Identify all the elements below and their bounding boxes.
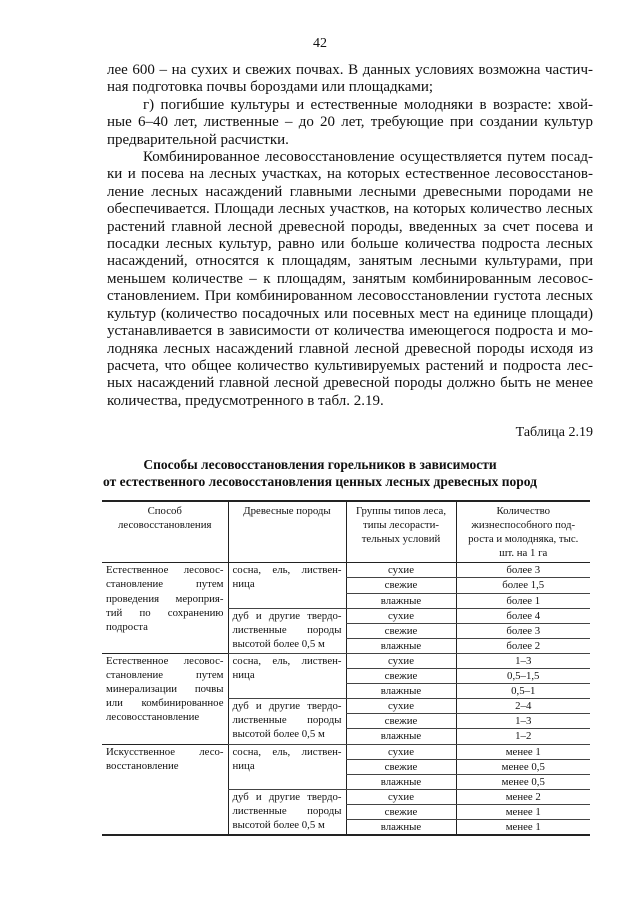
table-title [0,456,640,490]
quantity-cell: более 3 [456,623,590,638]
table-row [102,653,590,668]
text-line: насаждений, относятся к площадям, занятым лесными культурами, при [107,253,593,270]
text-line: ная подготовка почвы бороздами или площадками; [107,79,434,96]
quantity-cell: 2–4 [456,699,590,714]
text-line: лее 600 – на сухих и свежих почвах. В данных условиях возможна частич- [107,62,593,78]
forest-type-cell: свежие [346,804,456,819]
quantity-cell: менее 1 [456,744,590,759]
quantity-cell: менее 1 [456,819,590,835]
species-cell: сосна, ель, листвен-ница [228,563,346,608]
forest-type-cell: сухие [346,563,456,578]
forest-type-cell: свежие [346,578,456,593]
forest-type-cell: влажные [346,684,456,699]
species-cell: сосна, ель, листвен-ница [228,653,346,698]
forest-type-cell: сухие [346,653,456,668]
quantity-cell: 1–3 [456,653,590,668]
text-line: становлением. При комбинированном лесовосстановлении густота лесных [107,288,593,305]
quantity-cell: более 1 [456,593,590,608]
col-header: Способ лесовосстановления [118,505,212,532]
forest-type-cell: влажные [346,819,456,835]
text-line: ки и посева на лесных участках, на которых естественное лесовосстанов- [107,166,593,183]
table-row [102,744,590,759]
table-title-line: от естественного лесовосстановления ценных лесных древесных пород [103,474,537,489]
table-number: Таблица 2.19 [515,425,593,440]
forest-type-cell: влажные [346,638,456,653]
forest-type-cell: влажные [346,729,456,744]
text-line: расчета, что общее количество культивируемых растений и подроста лес- [107,357,593,374]
text-line: ных насаждений главной лесной древесной породы должно быть не менее [107,375,593,392]
text-line: Комбинированное лесовосстановление осуществляется путем посад- [143,149,593,166]
quantity-cell: менее 0,5 [456,759,590,774]
species-cell: сосна, ель, листвен-ница [228,744,346,789]
forest-type-cell: сухие [346,789,456,804]
quantity-cell: 0,5–1 [456,684,590,699]
text-line: культур (количество посадочных или посевных мест на единице площади) [107,305,593,322]
body-text [107,62,593,410]
col-header: Количество жизнеспособного под-роста и молодняка, тыс. шт. на 1 га [456,501,590,563]
text-line: лодняка лесных насаждений главной лесной древесной породы исходя из [107,340,593,357]
quantity-cell: более 2 [456,638,590,653]
quantity-cell: более 4 [456,608,590,623]
forest-type-cell: влажные [346,774,456,789]
method-cell: Естественное лесовос-становление путем минерализации почвы или комбинированное лесовосстановление [102,653,228,744]
text-line: предварительной расчистки. [107,131,289,148]
reforestation-table [102,500,590,836]
text-line: ные 6–40 лет, лиственные – до 20 лет, требующие при создании культур [107,114,593,131]
forest-type-cell: свежие [346,623,456,638]
text-line: меньшем количестве – к площадям, занятым комбинированным лесовос- [107,270,593,287]
text-line: количества, предусмотренного в табл. 2.19. [107,392,384,409]
text-line: ление лесных насаждений главными лесными древесными породами не [107,183,593,200]
forest-type-cell: свежие [346,669,456,684]
page-number: 42 [313,36,327,51]
quantity-cell: 1–3 [456,714,590,729]
quantity-cell: более 3 [456,563,590,578]
col-header: Древесные породы [228,501,346,563]
species-cell: дуб и другие твердо-лиственные породы высотой более 0,5 м [228,608,346,653]
quantity-cell: 1–2 [456,729,590,744]
forest-type-cell: сухие [346,744,456,759]
forest-type-cell: свежие [346,759,456,774]
quantity-cell: менее 0,5 [456,774,590,789]
quantity-cell: 0,5–1,5 [456,669,590,684]
text-line: обеспечивается. Площади лесных участков, на которых количество лесных [107,201,593,218]
forest-type-cell: сухие [346,608,456,623]
text-line: устанавливается в зависимости от количества имеющегося подроста и мо- [107,323,593,340]
species-cell: дуб и другие твердо-лиственные породы высотой более 0,5 м [228,699,346,744]
text-line: растений главной лесной древесной породы, введенных за счет посева и [107,218,593,235]
forest-type-cell: сухие [346,699,456,714]
forest-type-cell: влажные [346,593,456,608]
method-cell: Естественное лесовос-становление путем проведения мероприя-тий по сохранению подроста [102,563,228,654]
quantity-cell: менее 1 [456,804,590,819]
col-header: Группы типов леса, типы лесорасти-тельных условий [346,501,456,563]
quantity-cell: менее 2 [456,789,590,804]
table-title-line: Способы лесовосстановления горельников в зависимости [143,457,497,472]
text-line: посадки лесных культур, равно или больше количества подроста лесных [107,236,593,253]
method-cell: Искусственное лесо-восстановление [102,744,228,835]
quantity-cell: более 1,5 [456,578,590,593]
text-line: г) погибшие культуры и естественные молодняки в возрасте: хвой- [143,96,593,113]
table-row [102,563,590,578]
forest-type-cell: свежие [346,714,456,729]
species-cell: дуб и другие твердо-лиственные породы высотой более 0,5 м [228,789,346,835]
